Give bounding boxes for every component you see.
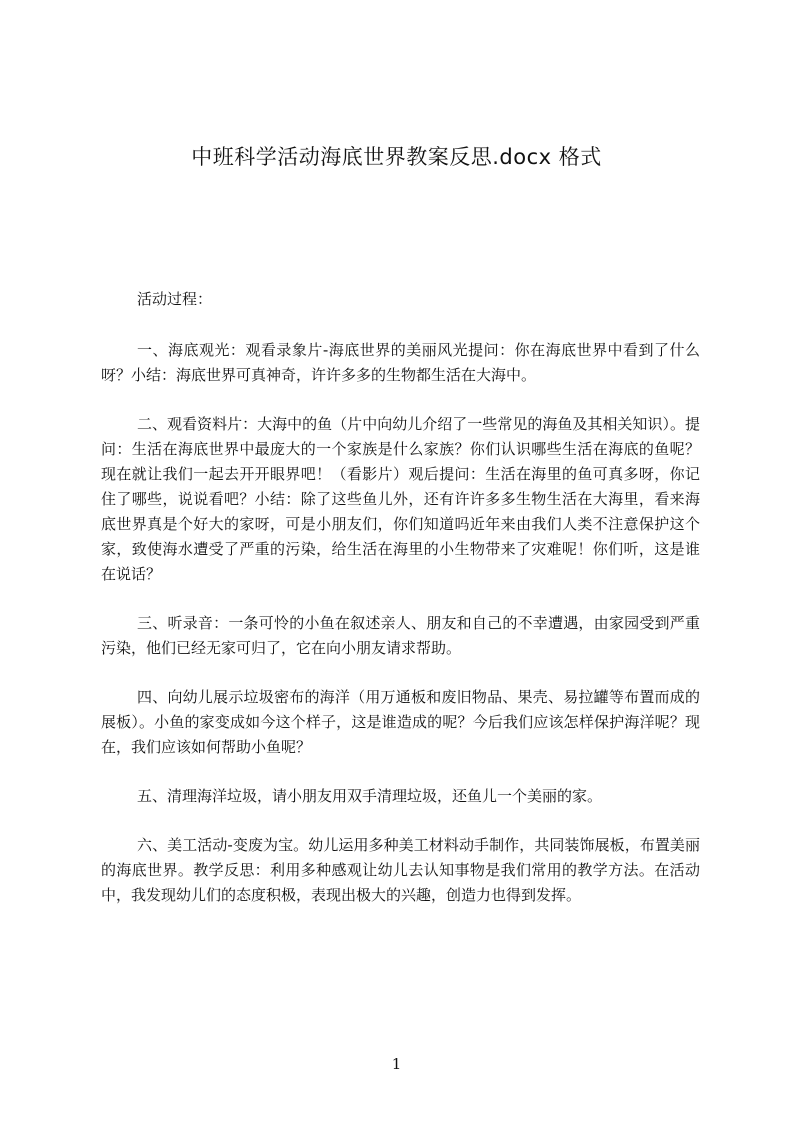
paragraph-step-5: 五、清理海洋垃圾，请小朋友用双手清理垃圾，还鱼儿一个美丽的家。 bbox=[137, 787, 603, 805]
document-title: 中班科学活动海底世界教案反思.docx 格式 bbox=[191, 145, 602, 169]
document-body bbox=[101, 287, 700, 932]
paragraph-step-6: 六、美工活动-变废为宝。幼儿运用多种美工材料动手制作，共同装饰展板，布置美丽的海底世界。教学反思：利用多种感观让幼儿去认知事物是我们常用的教学方法。在活动中，我发现幼儿们的态度积极，表现出极大的兴趣，创造力也得到发挥。 bbox=[101, 836, 700, 904]
paragraph-activity-process: 活动过程： bbox=[137, 290, 213, 308]
paragraph-step-1: 一、海底观光：观看录象片-海底世界的美丽风光提问：你在海底世界中看到了什么呀？小结：海底世界可真神奇，许许多多的生物都生活在大海中。 bbox=[101, 341, 700, 384]
page-number: 1 bbox=[391, 1055, 402, 1073]
paragraph-step-4: 四、向幼儿展示垃圾密布的海洋（用万通板和废旧物品、果壳、易拉罐等布置而成的展板）。小鱼的家变成如今这个样子，这是谁造成的呢？今后我们应该怎样保护海洋呢？现在，我们应该如何帮助小鱼呢？ bbox=[101, 688, 700, 756]
paragraph-step-2: 二、观看资料片：大海中的鱼（片中向幼儿介绍了一些常见的海鱼及其相关知识）。提问：生活在海底世界中最庞大的一个家族是什么家族？你们认识哪些生活在海底的鱼呢？现在就让我们一起去开开眼界吧！（看影片）观后提问：生活在海里的鱼可真多呀，你记住了哪些，说说看吧？小结：除了这些鱼儿外，还有许许多多生物生活在大海里，看来海底世界真是个好大的家呀，可是小朋友们，你们知道吗近年来由我们人类不注意保护这个家，致使海水遭受了严重的污染，给生活在海里的小生物带来了灾难呢！你们听，这是谁在说话？ bbox=[101, 415, 700, 583]
paragraph-step-3: 三、听录音：一条可怜的小鱼在叙述亲人、朋友和自己的不幸遭遇，由家园受到严重污染，他们已经无家可归了，它在向小朋友请求帮助。 bbox=[101, 614, 700, 657]
